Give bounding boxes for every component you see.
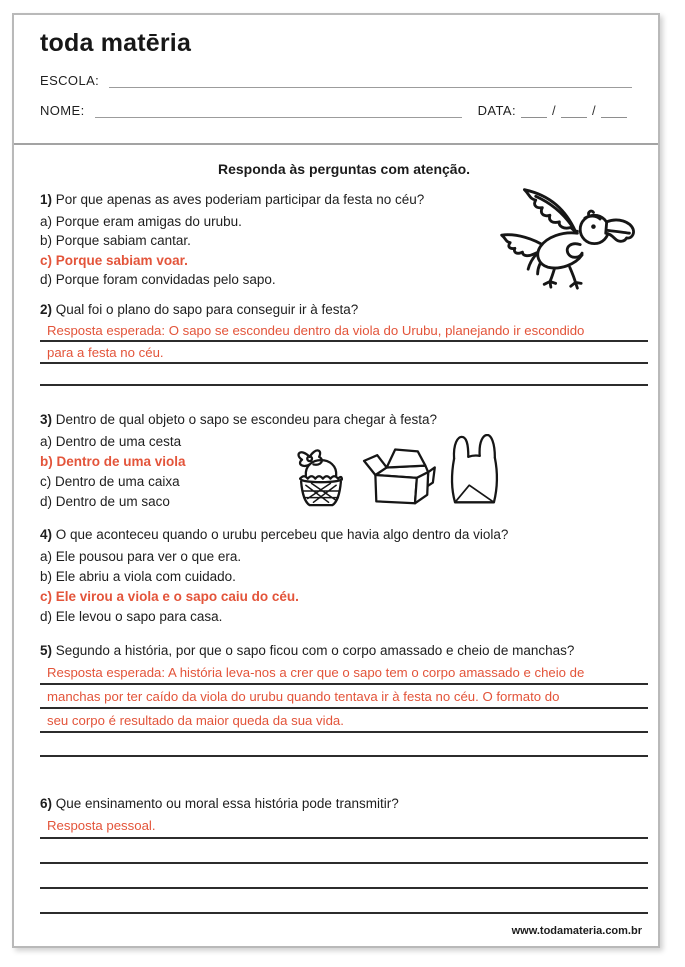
school-blank-line [109,74,632,88]
option-text: Dentro de uma cesta [55,433,182,449]
question-number: 1) [40,192,53,207]
worksheet-body [14,145,658,914]
question-text: Segundo a história, por que o sapo ficou com o corpo amassado e cheio de manchas? [55,642,575,658]
answer-line-blank [40,364,648,386]
option-text: Ele abriu a viola com cuidado. [55,568,236,584]
school-row [40,73,632,88]
q4-option-a [40,547,648,567]
worksheet-page [12,13,660,948]
answer-line: manchas por ter caído da viola do urubu quando tentava ir à festa no céu. O formato do [40,685,648,709]
option-label: b) [40,233,53,249]
question-number: 4) [40,526,53,542]
q4-option-c-correct [40,587,648,607]
school-label: ESCOLA: [40,73,100,88]
gift-basket-icon [292,436,350,508]
question-text: Que ensinamento ou moral essa história pode transmitir? [55,795,399,811]
answer-line: seu corpo é resultado da maior queda da sua vida. [40,709,648,733]
objects-illustration-row [292,434,502,508]
q4-option-b [40,567,648,587]
answer-line: Resposta esperada: O sapo se escondeu dentro da viola do Urubu, planejando ir escondido [40,320,648,342]
question-line [40,641,648,660]
option-text: Dentro de uma viola [56,453,186,469]
answer-line-blank [40,889,648,914]
options-list [40,547,648,627]
option-label: a) [40,433,53,449]
option-label: c) [40,473,52,489]
question-text: Dentro de qual objeto o sapo se escondeu para chegar à festa? [55,411,438,427]
brand-logo: toda matēria [40,29,192,57]
open-box-icon [360,442,436,508]
option-label: d) [40,272,53,288]
question-2 [40,300,648,386]
question-line [40,525,648,544]
question-1 [40,190,648,290]
date-month-blank [561,104,587,118]
option-text: Ele levou o sapo para casa. [55,608,223,624]
option-text: Dentro de uma caixa [55,473,180,489]
question-text: Por que apenas as aves poderiam participar da festa no céu? [55,192,425,207]
name-blank-line [95,104,462,118]
page-header [14,15,658,145]
date-slash: / [551,103,556,118]
option-label: d) [40,493,53,509]
option-label: a) [40,214,53,229]
date-year-blank [601,104,627,118]
option-label: d) [40,608,53,624]
name-date-row [40,103,632,118]
footer-url: www.todamateria.com.br [511,925,642,937]
question-line [40,300,648,319]
question-number: 6) [40,795,53,811]
question-text: Qual foi o plano do sapo para conseguir ir à festa? [55,301,359,317]
question-text: O que aconteceu quando o urubu percebeu que havia algo dentro da viola? [55,526,509,542]
question-number: 5) [40,642,53,658]
answer-line-blank [40,733,648,757]
question-number: 2) [40,301,53,317]
question-4 [40,525,648,627]
option-text: Ele pousou para ver o que era. [55,548,242,564]
option-text: Porque foram convidadas pelo sapo. [55,272,276,288]
vulture-illustration [490,184,642,293]
flying-vulture-icon [490,184,642,290]
option-text: Porque sabiam voar. [55,252,188,268]
option-label: b) [40,453,53,469]
option-text: Porque sabiam cantar. [55,233,191,249]
answer-line-blank [40,839,648,864]
option-label: c) [40,588,53,604]
question-number: 3) [40,411,53,427]
date-day-blank [521,104,547,118]
date-slash: / [591,103,596,118]
question-line [40,410,648,429]
date-label: DATA: [477,103,516,118]
answer-area [40,661,648,757]
question-6 [40,794,648,914]
option-label: b) [40,568,53,584]
name-label: NOME: [40,103,85,118]
question-3 [40,410,648,512]
option-text: Dentro de um saco [55,493,170,509]
answer-line: Resposta esperada: A história leva-nos a crer que o sapo tem o corpo amassado e cheio de [40,661,648,685]
option-text: Ele virou a viola e o sapo caiu do céu. [55,588,299,604]
answer-line-blank [40,864,648,889]
plastic-bag-icon [446,434,502,508]
answer-area [40,320,648,386]
q4-option-d [40,607,648,627]
option-text: Porque eram amigas do urubu. [55,214,242,229]
answer-line: Resposta pessoal. [40,814,648,839]
worksheet-title: Responda às perguntas com atenção. [217,161,471,177]
option-label: a) [40,548,53,564]
answer-area [40,814,648,914]
question-line [40,794,648,813]
option-label: c) [40,252,53,268]
question-5 [40,641,648,757]
answer-line: para a festa no céu. [40,342,648,364]
